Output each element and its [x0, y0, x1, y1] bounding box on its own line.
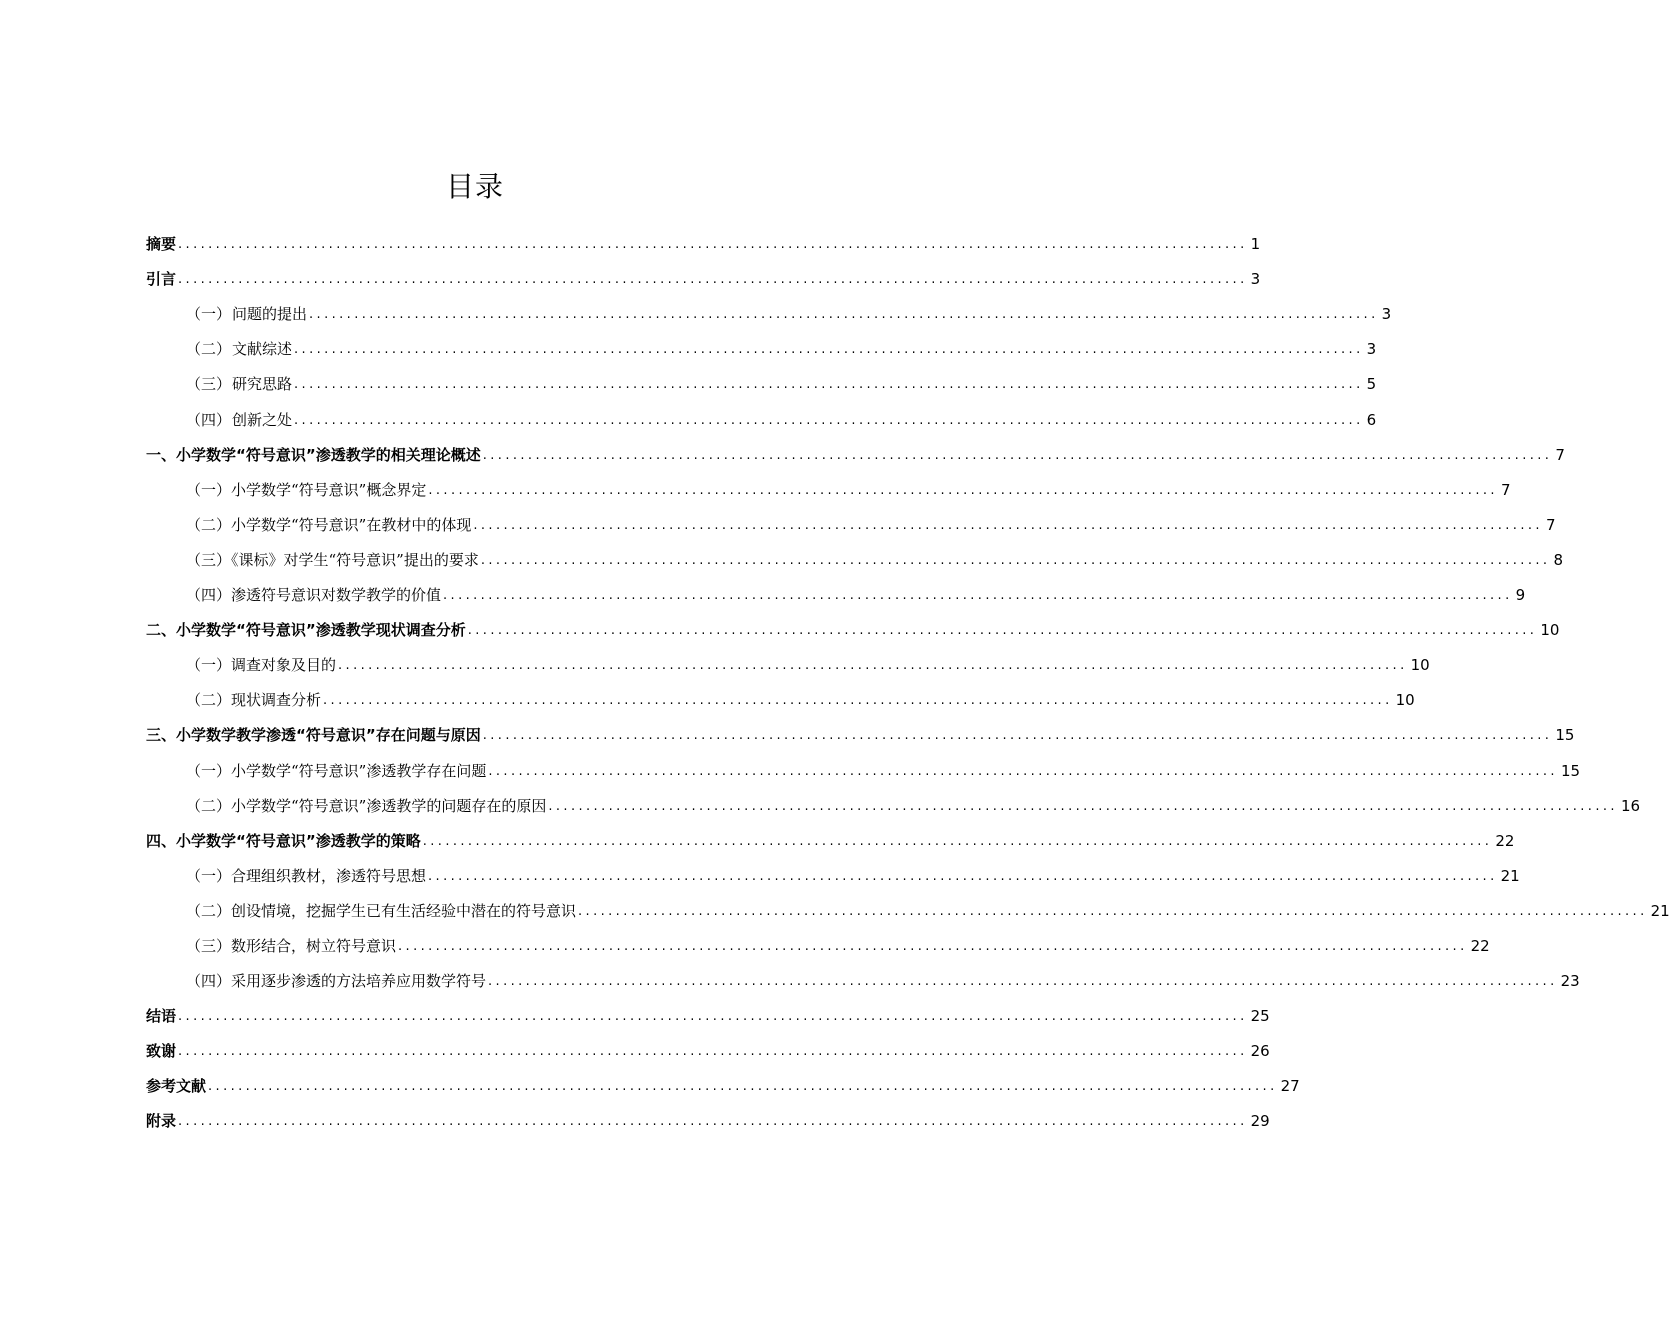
- toc-entry-page: 29: [1250, 1112, 1270, 1131]
- toc-entry-intro-4[interactable]: [146, 402, 1377, 437]
- toc-entry-page: 3: [1381, 305, 1392, 324]
- toc-entry-label: 致谢: [146, 1042, 177, 1061]
- toc-leader: ..............................................................................................................................................: [422, 833, 1493, 849]
- toc-entry-label: 二、小学数学“符号意识”渗透教学现状调查分析: [146, 621, 466, 640]
- toc-entry-intro-2[interactable]: [146, 332, 1377, 367]
- toc-entry-chapter-4-4[interactable]: [146, 964, 1580, 999]
- table-of-contents: [146, 227, 1670, 1139]
- toc-entry-text: 问题的提出: [232, 305, 308, 324]
- toc-leader: ..............................................................................................................................................: [323, 693, 1393, 709]
- toc-entry-page: 22: [1470, 936, 1490, 955]
- toc-entry-page: 26: [1250, 1042, 1270, 1061]
- toc-entry-label: （一）小学数学“符号意识”概念界定: [186, 480, 427, 499]
- toc-entry-page: 7: [1500, 480, 1511, 499]
- toc-leader: ..............................................................................................................................................: [488, 974, 1558, 990]
- toc-entry-page: 25: [1250, 1007, 1270, 1026]
- toc-entry-references[interactable]: [146, 1069, 1300, 1104]
- toc-leader: ..............................................................................................................................................: [294, 412, 1364, 428]
- toc-leader: ..............................................................................................................................................: [482, 728, 1553, 744]
- toc-entry-label: 四、小学数学“符号意识”渗透教学的策略: [146, 831, 421, 850]
- toc-entry-chapter-2-2[interactable]: [146, 683, 1415, 718]
- toc-entry-label: （二）现状调查分析: [186, 691, 322, 710]
- toc-entry-label: [186, 403, 292, 438]
- toc-entry-intro-3[interactable]: [146, 367, 1377, 402]
- toc-entry-page: 8: [1553, 550, 1563, 569]
- toc-entry-label: 三、小学数学教学渗透“符号意识”存在问题与原因: [146, 726, 481, 745]
- toc-leader: ..............................................................................................................................................: [178, 1009, 1248, 1025]
- toc-leader: ..............................................................................................................................................: [443, 588, 1513, 604]
- toc-leader: ..............................................................................................................................................: [467, 623, 1538, 639]
- toc-entry-chapter-2[interactable]: [146, 613, 1560, 648]
- toc-entry-page: 10: [1395, 691, 1415, 710]
- toc-entry-number: （四）: [186, 410, 232, 429]
- toc-leader: ..............................................................................................................................................: [488, 763, 1558, 779]
- toc-leader: ..............................................................................................................................................: [428, 868, 1498, 884]
- toc-leader: ..............................................................................................................................................: [473, 517, 1543, 533]
- toc-entry-number: （三）: [186, 375, 232, 394]
- toc-entry-page: 3: [1250, 270, 1261, 289]
- toc-entry-label: （四）采用逐步渗透的方法培养应用数学符号: [186, 972, 487, 991]
- toc-entry-label: 参考文献: [146, 1077, 207, 1096]
- toc-entry-label: （三）《课标》对学生“符号意识”提出的要求: [186, 550, 479, 569]
- toc-leader: ..............................................................................................................................................: [428, 482, 1498, 498]
- toc-entry-label: （一）小学数学“符号意识”渗透教学存在问题: [186, 761, 487, 780]
- toc-entry-page: 5: [1366, 375, 1377, 394]
- toc-entry-text: 文献综述: [232, 340, 293, 359]
- toc-entry-abstract[interactable]: [146, 227, 1261, 262]
- toc-leader: ..............................................................................................................................................: [178, 272, 1248, 288]
- toc-entry-acknowledgements[interactable]: [146, 1034, 1270, 1069]
- toc-entry-label: 引言: [146, 270, 177, 289]
- toc-entry-chapter-2-1[interactable]: [146, 648, 1430, 683]
- toc-entry-chapter-1-3[interactable]: [146, 543, 1563, 578]
- toc-entry-label: （二）创设情境，挖掘学生已有生活经验中潜在的符号意识: [186, 901, 577, 920]
- toc-entry-page: 22: [1495, 831, 1515, 850]
- toc-entry-appendix[interactable]: [146, 1104, 1270, 1139]
- toc-entry-chapter-4-3[interactable]: [146, 929, 1490, 964]
- toc-entry-page: 21: [1500, 866, 1520, 885]
- toc-entry-conclusion[interactable]: [146, 999, 1270, 1034]
- toc-entry-page: 10: [1410, 656, 1430, 675]
- toc-entry-number: （一）: [186, 305, 232, 324]
- toc-entry-page: 23: [1560, 972, 1580, 991]
- toc-entry-label: 一、小学数学“符号意识”渗透教学的相关理论概述: [146, 445, 481, 464]
- toc-leader: ..............................................................................................................................................: [294, 377, 1364, 393]
- toc-entry-label: （一）合理组织教材，渗透符号思想: [186, 866, 427, 885]
- toc-leader: ..............................................................................................................................................: [398, 938, 1468, 954]
- toc-entry-page: 7: [1545, 515, 1556, 534]
- toc-entry-text: 创新之处: [232, 410, 293, 429]
- toc-leader: ..............................................................................................................................................: [480, 552, 1551, 568]
- toc-entry-chapter-4-1[interactable]: [146, 859, 1520, 894]
- toc-entry-label: 摘要: [146, 235, 177, 254]
- toc-leader: ..............................................................................................................................................: [178, 1044, 1248, 1060]
- toc-leader: ..............................................................................................................................................: [178, 237, 1248, 253]
- toc-leader: ..............................................................................................................................................: [178, 1114, 1248, 1130]
- toc-entry-page: 10: [1540, 621, 1560, 640]
- toc-entry-chapter-1[interactable]: [146, 438, 1565, 473]
- toc-entry-intro-1[interactable]: [146, 297, 1392, 332]
- toc-entry-page: 15: [1560, 761, 1581, 780]
- toc-entry-page: 21: [1650, 901, 1670, 920]
- toc-entry-label: [186, 367, 292, 402]
- toc-entry-label: [186, 332, 292, 367]
- toc-entry-page: 1: [1250, 235, 1261, 254]
- toc-entry-label: [186, 297, 307, 332]
- toc-entry-page: 27: [1280, 1077, 1300, 1096]
- toc-entry-number: （二）: [186, 340, 232, 359]
- toc-entry-chapter-3[interactable]: [146, 718, 1575, 753]
- toc-entry-page: 16: [1620, 796, 1641, 815]
- toc-entry-label: 结语: [146, 1007, 177, 1026]
- toc-entry-label: （二）小学数学“符号意识”在教材中的体现: [186, 515, 472, 534]
- toc-leader: ..............................................................................................................................................: [338, 658, 1408, 674]
- toc-entry-label: （二）小学数学“符号意识”渗透教学的问题存在的原因: [186, 796, 547, 815]
- toc-entry-chapter-3-1[interactable]: [146, 753, 1581, 788]
- toc-entry-page: 3: [1366, 340, 1377, 359]
- toc-entry-chapter-1-4[interactable]: [146, 578, 1526, 613]
- toc-entry-label: 附录: [146, 1112, 177, 1131]
- toc-entry-text: 研究思路: [232, 375, 293, 394]
- toc-entry-chapter-4[interactable]: [146, 824, 1515, 859]
- toc-entry-chapter-1-1[interactable]: [146, 473, 1511, 508]
- toc-entry-page: 9: [1515, 586, 1526, 605]
- toc-leader: ..............................................................................................................................................: [548, 798, 1618, 814]
- toc-entry-chapter-3-2[interactable]: [146, 789, 1641, 824]
- toc-entry-introduction[interactable]: [146, 262, 1261, 297]
- toc-entry-label: （四）渗透符号意识对数学教学的价值: [186, 586, 442, 605]
- toc-entry-page: 6: [1366, 410, 1377, 429]
- toc-leader: ..............................................................................................................................................: [309, 307, 1379, 323]
- toc-leader: ..............................................................................................................................................: [482, 447, 1553, 463]
- toc-entry-page: 15: [1555, 726, 1575, 745]
- toc-entry-label: （三）数形结合，树立符号意识: [186, 936, 397, 955]
- toc-entry-label: （一）调查对象及目的: [186, 656, 337, 675]
- toc-entry-chapter-1-2[interactable]: [146, 508, 1556, 543]
- toc-leader: ..............................................................................................................................................: [578, 903, 1648, 919]
- document-title: 目录: [445, 169, 504, 203]
- toc-leader: ..............................................................................................................................................: [208, 1079, 1278, 1095]
- toc-entry-chapter-4-2[interactable]: [146, 894, 1670, 929]
- toc-leader: ..............................................................................................................................................: [294, 342, 1364, 358]
- toc-entry-page: 7: [1555, 445, 1565, 464]
